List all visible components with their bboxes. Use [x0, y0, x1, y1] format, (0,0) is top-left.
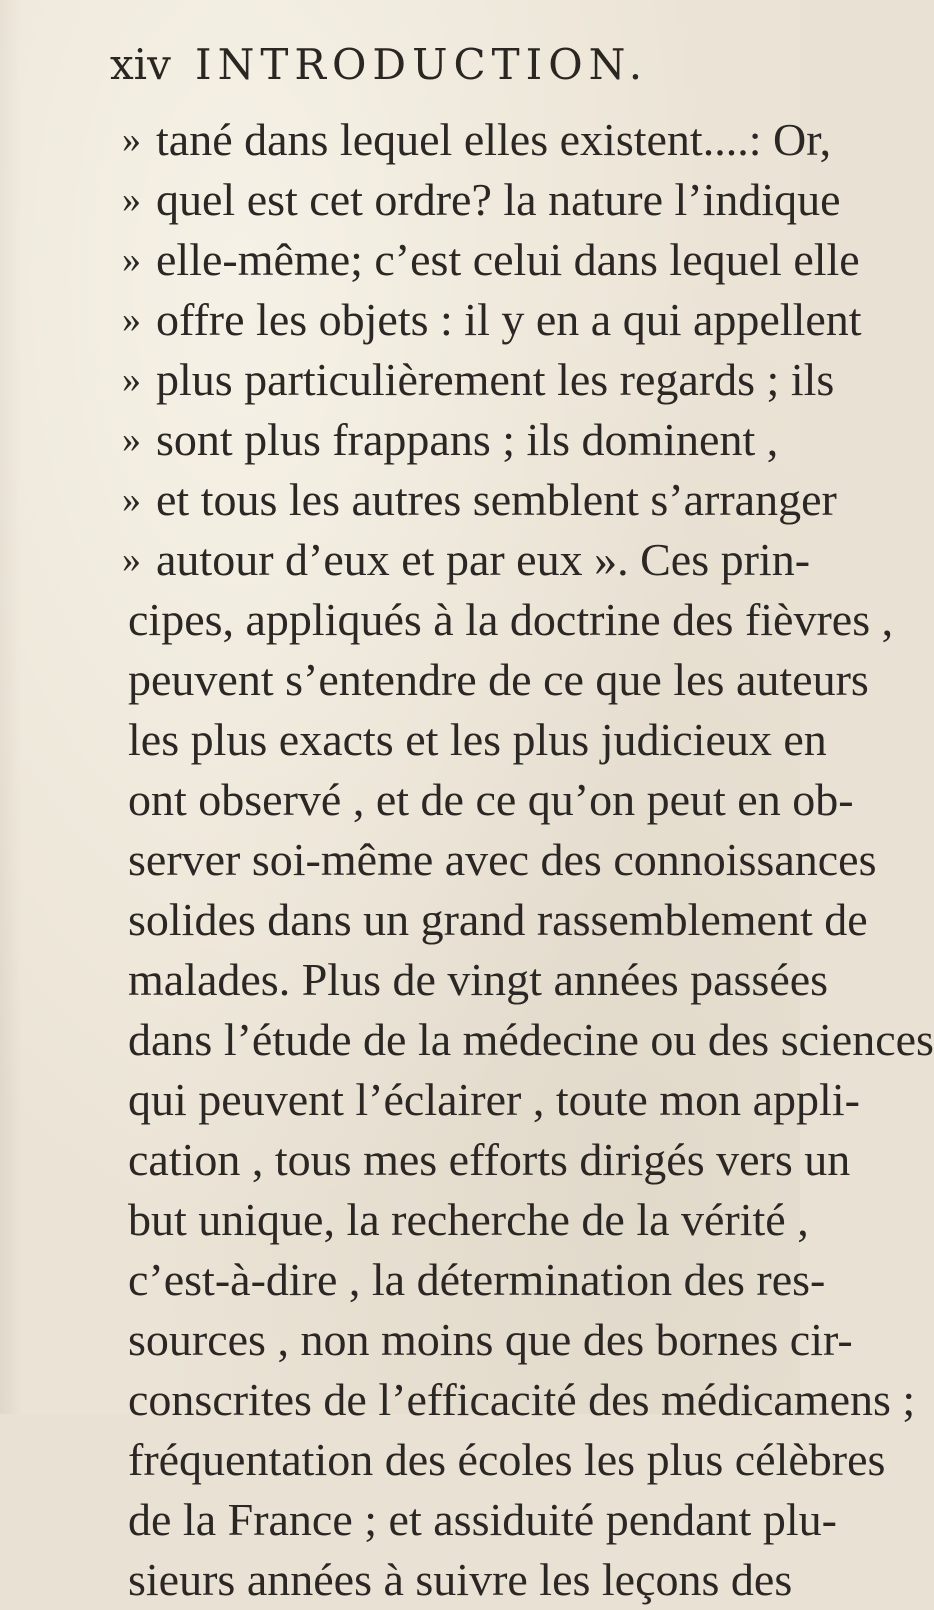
text-line-content: et tous les autres semblent s’arranger — [156, 474, 837, 525]
text-line-content: tané dans lequel elles existent....: Or, — [156, 114, 832, 165]
text-line: c’est-à-dire , la détermination des res- — [128, 1254, 826, 1305]
quote-mark: » — [122, 299, 141, 341]
text-line — [122, 410, 779, 470]
quote-mark: » — [122, 239, 141, 281]
text-line — [122, 110, 832, 170]
text-line: peuvent s’entendre de ce que les auteurs — [128, 654, 869, 705]
text-line: fréquentation des écoles les plus célèbres — [128, 1434, 886, 1485]
text-line: solides dans un grand rassemblement de — [128, 894, 868, 945]
text-line: les plus exacts et les plus judicieux en — [128, 714, 827, 765]
quote-mark: » — [122, 179, 141, 221]
text-line: server soi-même avec des connoissances — [128, 834, 877, 885]
text-line-content: quel est cet ordre? la nature l’indique — [156, 174, 841, 225]
text-line — [122, 470, 837, 530]
text-line: de la France ; et assiduité pendant plu- — [128, 1494, 837, 1545]
quote-mark: » — [122, 479, 141, 521]
running-title: INTRODUCTION. — [195, 40, 649, 89]
text-line: qui peuvent l’éclairer , toute mon appli- — [128, 1074, 860, 1125]
text-line: ont observé , et de ce qu’on peut en ob- — [128, 774, 854, 825]
text-line-content: offre les objets : il y en a qui appellent — [156, 294, 862, 345]
quote-mark: » — [122, 419, 141, 461]
text-line — [122, 350, 835, 410]
text-line: dans l’étude de la médecine ou des sciences — [128, 1014, 934, 1065]
text-line: conscrites de l’efficacité des médicamens ; — [128, 1374, 916, 1425]
text-line: but unique, la recherche de la vérité , — [128, 1194, 809, 1245]
text-line-content: elle-même; c’est celui dans lequel elle — [156, 234, 860, 285]
text-line — [122, 170, 841, 230]
text-line: sources , non moins que des bornes cir- — [128, 1314, 853, 1365]
text-line — [122, 530, 811, 590]
text-line: sieurs années à suivre les leçons des — [128, 1554, 793, 1605]
text-line — [122, 230, 860, 290]
page-number: xiv — [110, 40, 171, 89]
page-header — [110, 40, 648, 89]
text-line-content: plus particulièrement les regards ; ils — [156, 354, 835, 405]
text-line-content: autour d’eux et par eux ». Ces prin- — [156, 534, 811, 585]
body-text — [122, 110, 934, 1610]
quote-mark: » — [122, 119, 141, 161]
quote-mark: » — [122, 539, 141, 581]
text-line-content: sont plus frappans ; ils dominent , — [156, 414, 779, 465]
text-line — [122, 290, 862, 350]
text-line: cipes, appliqués à la doctrine des fièvres , — [128, 594, 894, 645]
quote-mark: » — [122, 359, 141, 401]
text-line: cation , tous mes efforts dirigés vers un — [128, 1134, 851, 1185]
text-line: malades. Plus de vingt années passées — [128, 954, 829, 1005]
